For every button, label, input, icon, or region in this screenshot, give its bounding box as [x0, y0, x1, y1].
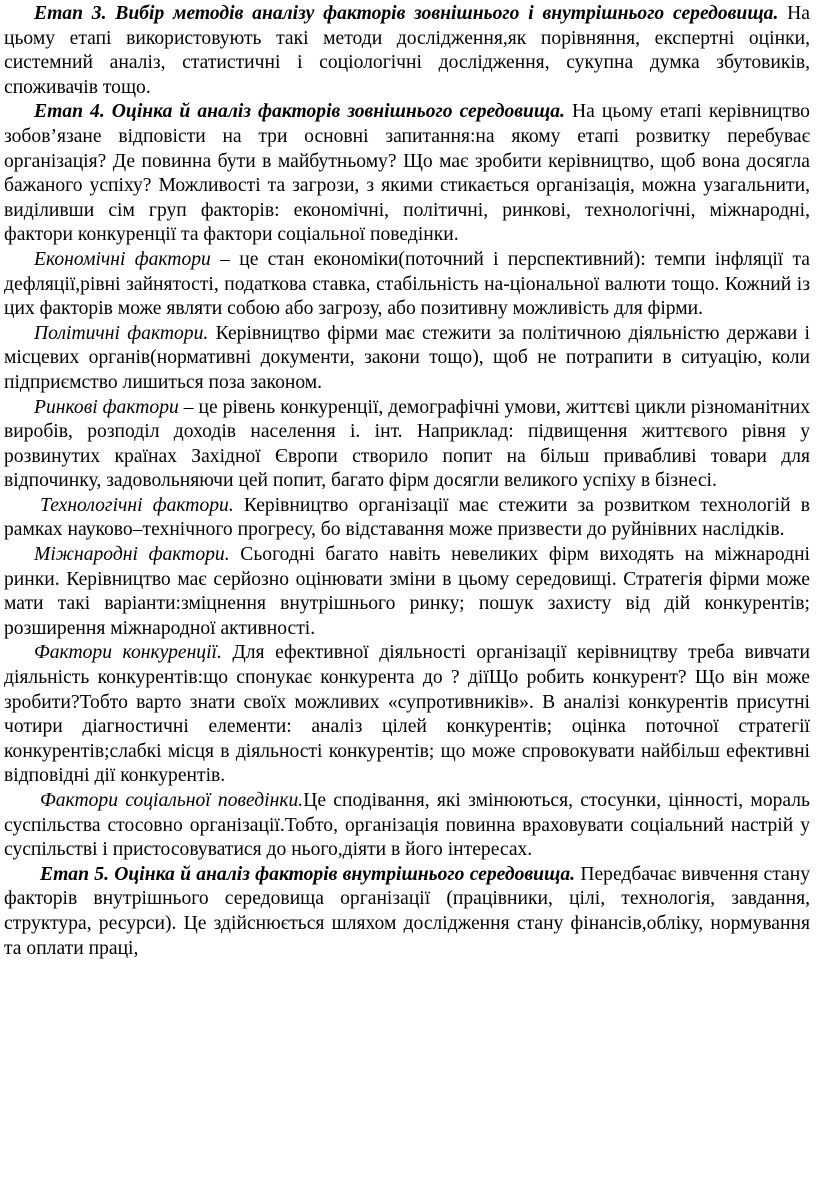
technological-factors-term: Технологічні фактори.: [40, 494, 234, 516]
economic-factors-text: – це стан економіки(поточний і перспективний): темпи інфляції та дефляції,рівні зайнятості, податкова ставка, стабільність на-ціональної валюти тощо. Кожний із цих факторів може являти собою або загрозу, або позитивну можливість для фірми.: [4, 248, 810, 320]
stage-3-heading: Етап 3. Вибір методів аналізу факторів зовнішнього і внутрішнього середовища.: [34, 3, 779, 24]
technological-factors-text: Керівництво організації має стежити за розвитком технологій в рамках науково–технічного прогресу, бо відставання може призвести до руйнівних наслідків.: [4, 494, 810, 541]
stage-5-heading: Етап 5. Оцінка й аналіз факторів внутрішнього середовища.: [40, 863, 576, 885]
stage-5-text: Передбачає вивчення стану факторів внутрішнього середовища організації (працівники, цілі, технологія, завдання, структура, ресурси). Це здійснюється шляхом дослідження стану фінансів,обліку, нормування та оплати праці,: [4, 863, 811, 959]
stage-4-text: На цьому етапі керівництво зобов’язане відповісти на три основні запитання:на якому етапі розвитку перебуває організація? Де повинна бути в майбутньому? Що має зробити керівництво, щоб вона досягла бажаного успіху? Можливості та загрози, з якими стикається організація, можна узагальнити, виділивши сім груп факторів: економічні, політичні, ринкові, технологічні, міжнародні, фактори конкуренції та фактори соціальної поведінки.: [4, 101, 810, 246]
international-factors-term: Міжнародні фактори.: [34, 544, 230, 566]
competition-factors-term: Фактори конкуренції.: [34, 642, 222, 664]
political-factors-term: Політичні фактори.: [34, 322, 209, 344]
competition-factors-text: Для ефективної діяльності організації керівництву треба вивчати діяльність конкурентів:що спонукає конкурента до ? діїЩо робить конкурент? Що він може зробити?Тобто варто знати своїх можливих «супротивників». В аналізі конкурентів присутні чотири діагностичні елементи: аналіз цілей конкурентів; оцінка поточної стратегії конкурентів;слабкі місця в діяльності конкурентів; що може спровокувати найбільш ефективні відповідні дії конкурентів.: [4, 642, 810, 787]
paragraph-technological-factors: [4, 494, 810, 543]
social-factors-term: Фактори соціальної поведінки.: [40, 790, 304, 811]
international-factors-text: Сьогодні багато навіть невеликих фірм виходять на міжнародні ринки. Керівництво має серйозно оцінювати зміни в цьому середовищі. Стратегія фірми може мати такі варіанти:зміцнення внутрішнього ринку; пошук захисту від дій конкурентів; розширення міжнародної активності.: [4, 544, 810, 639]
document-page: [4, 2, 810, 961]
paragraph-market-factors: [4, 396, 810, 494]
paragraph-stage-4: [4, 100, 810, 248]
market-factors-text: – це рівень конкуренції, демографічні умови, життєві цикли різноманітних виробів, розподіл доходів населення і. інт. Наприклад: підвищення життєвого рівня у розвинутих країнах Західної Європи створило попит на більш привабливі товари для відпочинку, задовольняючи цей попит, багато фірм досягли великого успіху в бізнесі.: [4, 396, 810, 492]
paragraph-economic-factors: [4, 248, 810, 322]
stage-3-text: На цьому етапі використовують такі методи дослідження,як порівняння, експертні оцінки, системний аналіз, статистичні і соціологічні дослідження, сукупна думка збутовиків, споживачів тощо.: [4, 3, 810, 98]
paragraph-stage-5: [4, 863, 810, 961]
economic-factors-term: Економічні фактори: [34, 248, 211, 270]
paragraph-stage-3: [4, 2, 810, 100]
paragraph-social-factors: [4, 789, 810, 863]
political-factors-text: Керівництво фірми має стежити за політичною діяльністю держави і місцевих органів(нормативні документи, закони тощо), щоб не потрапити в ситуацію, коли підприємство лишиться поза законом.: [4, 322, 810, 393]
market-factors-term: Ринкові фактори: [34, 396, 179, 418]
paragraph-competition-factors: [4, 641, 810, 789]
stage-4-heading: Етап 4. Оцінка й аналіз факторів зовнішнього середовища.: [34, 101, 565, 123]
paragraph-political-factors: [4, 322, 810, 396]
social-factors-text: Це сподівання, які змінюються, стосунки, цінності, мораль суспільства стосовно організації.Тобто, організація повинна враховувати соціальний настрій у суспільстві і пристосовуватися до нього,діяти в його інтересах.: [4, 790, 810, 861]
paragraph-international-factors: [4, 543, 810, 641]
